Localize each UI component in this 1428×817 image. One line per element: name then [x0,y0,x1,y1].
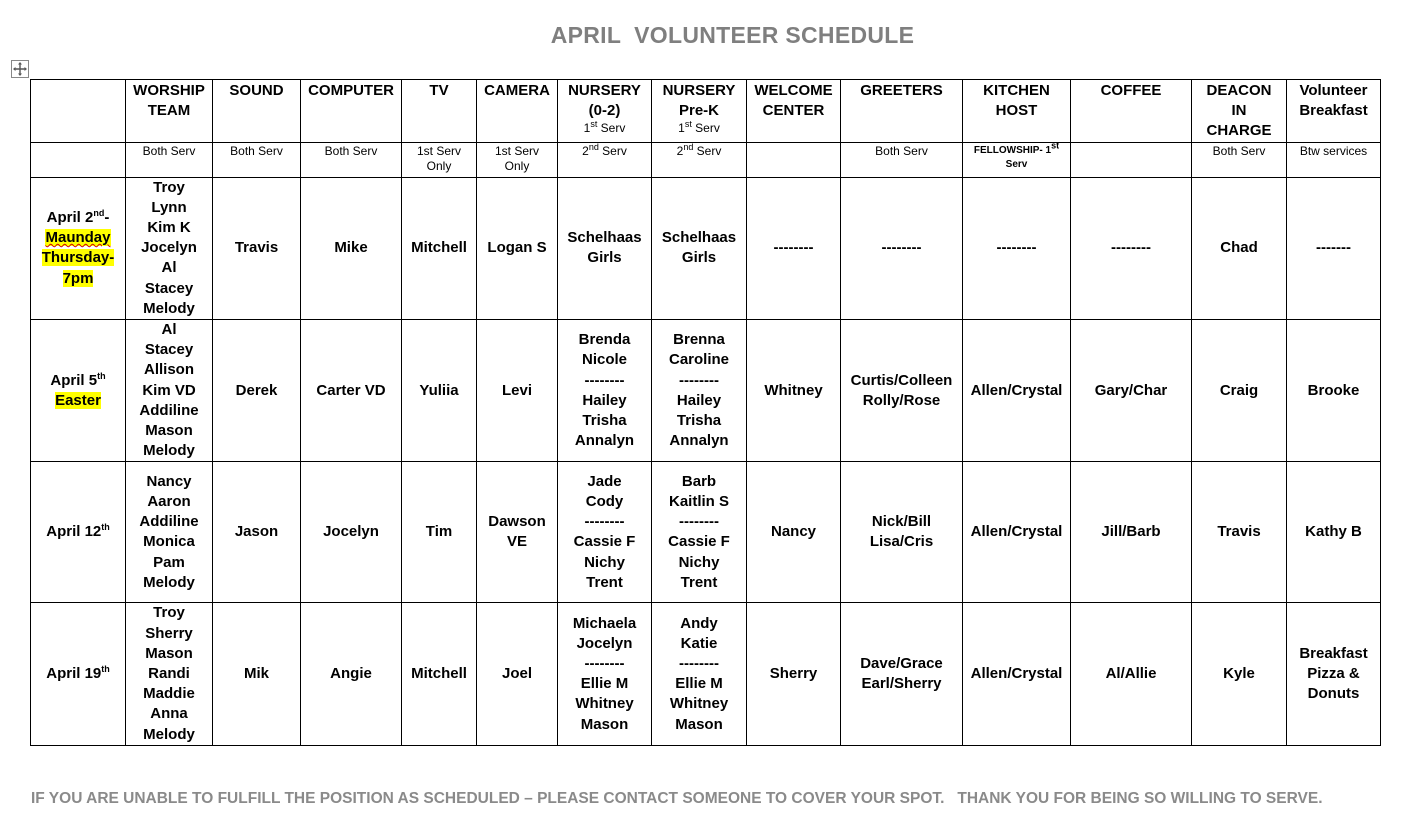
volunteer-name: Cassie F [573,533,636,551]
volunteer-name: Girls [681,249,717,267]
volunteer-name: Donuts [1307,685,1360,703]
service-greeters: Both Serv [841,142,963,177]
cell-welcome-center [747,603,841,745]
cell-nursery-prek [652,462,747,603]
volunteer-name: Mason [145,644,193,662]
volunteer-name: Mitchell [411,239,467,257]
volunteer-name: Trisha [676,411,722,429]
volunteer-name: Angie [330,665,372,683]
service-time-row [31,142,1381,177]
cell-sound [213,462,301,603]
cell-nursery-0-2 [558,177,652,319]
volunteer-name: Nick/Bill [871,513,932,531]
service-camera: 1st Serv Only [477,142,558,177]
volunteer-name: Hailey [676,391,722,409]
volunteer-name: Melody [143,725,195,743]
volunteer-name: Travis [1217,523,1261,541]
volunteer-name: Trisha [582,411,627,429]
volunteer-name: Rolly/Rose [862,391,941,409]
date-cell: April 5th Easter [31,320,126,462]
volunteer-name: -------- [996,239,1037,257]
volunteer-name: Cody [585,493,624,511]
service-date-empty [31,142,126,177]
volunteer-name: Mik [243,665,269,683]
volunteer-name: -------- [1111,239,1151,257]
date-cell: April 19th [31,603,126,745]
volunteer-name: Carter VD [316,381,386,399]
cell-greeters [841,603,963,745]
highlighted-date-note: Easter [55,391,101,409]
cell-welcome-center [747,320,841,462]
header-nursery-prek: NURSERY Pre-K 1st Serv [652,80,747,143]
volunteer-name: Kathy B [1305,523,1362,541]
cell-nursery-prek [652,603,747,745]
volunteer-name: -------- [773,239,814,257]
volunteer-name: Whitney [575,695,634,713]
volunteer-name: Trent [680,573,718,591]
volunteer-name: -------- [679,371,719,389]
cell-worship-team [126,462,213,603]
table-move-handle-icon[interactable] [11,60,29,78]
cell-kitchen-host [963,603,1071,745]
cell-computer [301,177,402,319]
volunteer-name: -------- [584,371,625,389]
volunteer-name: Travis [234,239,279,257]
service-tv: 1st Serv Only [402,142,477,177]
volunteer-name: Gary/Char [1094,381,1168,399]
volunteer-name: Allen/Crystal [970,665,1063,683]
volunteer-name: Craig [1219,381,1259,399]
volunteer-name: Stacey [144,279,194,297]
cell-kitchen-host [963,320,1071,462]
volunteer-name: Troy [153,178,185,196]
volunteer-name: Troy [153,604,185,622]
volunteer-name: Jade [587,472,622,490]
volunteer-name: Kyle [1223,665,1255,683]
volunteer-name: Girls [587,249,622,267]
cell-kitchen-host [963,462,1071,603]
cell-camera [477,603,558,745]
cell-camera [477,177,558,319]
volunteer-name: Levi [501,381,532,399]
cell-volunteer-breakfast [1287,177,1381,319]
header-coffee: COFFEE [1071,80,1192,143]
volunteer-name: Annalyn [574,432,635,450]
volunteer-name: -------- [679,654,719,672]
table-row [31,320,1381,462]
cell-nursery-0-2 [558,320,652,462]
volunteer-name: -------- [584,513,625,531]
volunteer-name: Trent [586,573,623,591]
volunteer-name: Lisa/Cris [869,533,934,551]
schedule-table [30,79,1381,746]
cell-welcome-center [747,177,841,319]
volunteer-name: Ellie M [675,675,723,693]
volunteer-name: Brenna [673,331,725,349]
volunteer-name: Whitney [669,695,729,713]
volunteer-name: Lynn [151,198,187,216]
service-breakfast: Btw services [1287,142,1381,177]
cell-nursery-0-2 [558,462,652,603]
header-welcome-center: WELCOME CENTER [747,80,841,143]
cell-camera [477,320,558,462]
header-sound: SOUND [213,80,301,143]
volunteer-name: Derek [235,381,278,399]
volunteer-name: Addiline [139,401,199,419]
table-row [31,603,1381,745]
cell-deacon-in-charge [1192,603,1287,745]
volunteer-name: Monica [143,533,195,551]
volunteer-name: Mason [145,422,193,440]
date-cell: April 12th [31,462,126,603]
volunteer-name: Jocelyn [323,523,379,541]
volunteer-name: -------- [881,239,922,257]
volunteer-name: Joel [501,665,532,683]
header-tv: TV [402,80,477,143]
volunteer-name: Curtis/Colleen [850,371,953,389]
volunteer-name: VE [506,533,527,551]
volunteer-name: Andy [680,614,718,632]
volunteer-name: Jocelyn [576,634,633,652]
volunteer-name: Brenda [578,331,631,349]
volunteer-name: Barb [681,472,717,490]
cell-deacon-in-charge [1192,320,1287,462]
volunteer-name: ------- [1316,239,1351,257]
service-welcome [747,142,841,177]
volunteer-name: Mitchell [411,665,467,683]
cell-deacon-in-charge [1192,462,1287,603]
service-computer: Both Serv [301,142,402,177]
volunteer-name: Michaela [572,614,637,632]
volunteer-name: Pam [153,553,185,571]
header-computer: COMPUTER [301,80,402,143]
service-kitchen: FELLOWSHIP- 1st Serv [963,142,1071,177]
volunteer-name: Mason [580,715,629,733]
cell-computer [301,603,402,745]
cell-worship-team [126,603,213,745]
cell-computer [301,320,402,462]
service-coffee [1071,142,1192,177]
cell-nursery-0-2 [558,603,652,745]
volunteer-name: Melody [143,299,195,317]
volunteer-name: Pizza & [1307,665,1360,683]
volunteer-name: Al [161,259,177,277]
volunteer-name: Breakfast [1299,644,1368,662]
volunteer-name: Al [161,321,177,339]
service-worship: Both Serv [126,142,213,177]
table-row [31,462,1381,603]
volunteer-name: Sherry [145,624,193,642]
volunteer-name: Yuliia [419,381,459,399]
volunteer-name: Nichy [584,553,625,571]
volunteer-name: Stacey [144,341,194,359]
cell-volunteer-breakfast [1287,603,1381,745]
service-sound: Both Serv [213,142,301,177]
header-volunteer-breakfast: Volunteer Breakfast [1287,80,1381,143]
volunteer-name: Logan S [487,239,547,257]
volunteer-name: Kim VD [142,381,196,399]
cell-greeters [841,320,963,462]
volunteer-name: Nancy [146,472,192,490]
volunteer-name: Addiline [139,513,199,531]
header-date-empty [31,80,126,143]
volunteer-name: Dave/Grace [860,654,943,672]
cell-nursery-prek [652,177,747,319]
volunteer-name: Nicole [581,351,627,369]
volunteer-name: Allen/Crystal [970,523,1063,541]
cell-worship-team [126,177,213,319]
cell-welcome-center [747,462,841,603]
cell-computer [301,462,402,603]
cell-greeters [841,462,963,603]
cell-coffee [1071,177,1192,319]
volunteer-name: Nancy [770,523,817,541]
volunteer-name: Schelhaas [567,229,642,247]
highlighted-date-note: 7pm [62,269,94,287]
service-nursery-0-2: 2nd Serv [558,142,652,177]
volunteer-name: Katie [680,634,718,652]
date-cell: April 2nd- Maunday Thursday- 7pm [31,177,126,319]
service-deacon: Both Serv [1192,142,1287,177]
volunteer-name: Mason [675,715,723,733]
volunteer-name: Allen/Crystal [970,381,1063,399]
volunteer-name: Cassie F [668,533,730,551]
table-row [31,177,1381,319]
volunteer-name: Maddie [143,685,195,703]
volunteer-name: Annalyn [669,432,729,450]
cell-deacon-in-charge [1192,177,1287,319]
volunteer-name: Kaitlin S [668,493,729,511]
volunteer-name: Earl/Sherry [861,675,942,693]
volunteer-name: Melody [143,573,195,591]
cell-worship-team [126,320,213,462]
volunteer-name: Anna [150,705,188,723]
volunteer-name: Brooke [1307,381,1360,399]
highlighted-date-note: Thursday- [41,249,115,267]
volunteer-name: Nichy [678,553,720,571]
volunteer-name: Schelhaas [661,229,737,247]
service-nursery-prek: 2nd Serv [652,142,747,177]
cell-nursery-prek [652,320,747,462]
header-deacon-in-charge: DEACON IN CHARGE [1192,80,1287,143]
page-title: APRIL VOLUNTEER SCHEDULE [550,22,915,48]
volunteer-name: Mike [334,239,368,257]
cell-tv [402,177,477,319]
volunteer-name: Aaron [147,493,191,511]
volunteer-name: Allison [143,361,194,379]
volunteer-name: Sherry [769,665,818,683]
volunteer-name: -------- [584,654,625,672]
volunteer-name: Melody [143,442,195,460]
cell-volunteer-breakfast [1287,462,1381,603]
header-worship-team: WORSHIP TEAM [126,80,213,143]
volunteer-name: Jocelyn [141,239,197,257]
header-camera: CAMERA [477,80,558,143]
header-nursery-0-2: NURSERY (0-2) 1st Serv [558,80,652,143]
cell-tv [402,320,477,462]
cell-sound [213,603,301,745]
cell-coffee [1071,462,1192,603]
cell-greeters [841,177,963,319]
volunteer-name: Jill/Barb [1101,523,1161,541]
cell-sound [213,320,301,462]
cell-camera [477,462,558,603]
footer-note: IF YOU ARE UNABLE TO FULFILL THE POSITION AS SCHEDULED – PLEASE CONTACT SOMEONE TO COVER YOUR SPOT. THANK YOU FOR BEING SO WILLING TO SERVE. [31,790,1323,807]
volunteer-name: Kim K [147,219,191,237]
cell-coffee [1071,320,1192,462]
cell-tv [402,462,477,603]
volunteer-name: Whitney [764,381,823,399]
volunteer-name: -------- [679,513,719,531]
cell-tv [402,603,477,745]
header-greeters: GREETERS [841,80,963,143]
volunteer-name: Chad [1220,239,1258,257]
cell-coffee [1071,603,1192,745]
highlighted-date-note: Maunday [45,229,111,247]
cell-volunteer-breakfast [1287,320,1381,462]
volunteer-name: Al/Allie [1105,665,1157,683]
volunteer-name: Hailey [582,391,627,409]
volunteer-name: Jason [234,523,279,541]
header-kitchen-host: KITCHEN HOST [963,80,1071,143]
cell-kitchen-host [963,177,1071,319]
volunteer-name: Ellie M [580,675,629,693]
cell-sound [213,177,301,319]
volunteer-name: Dawson [488,513,546,531]
header-row [31,80,1381,143]
volunteer-name: Randi [148,665,190,683]
volunteer-name: Caroline [668,351,729,369]
volunteer-name: Tim [425,523,453,541]
